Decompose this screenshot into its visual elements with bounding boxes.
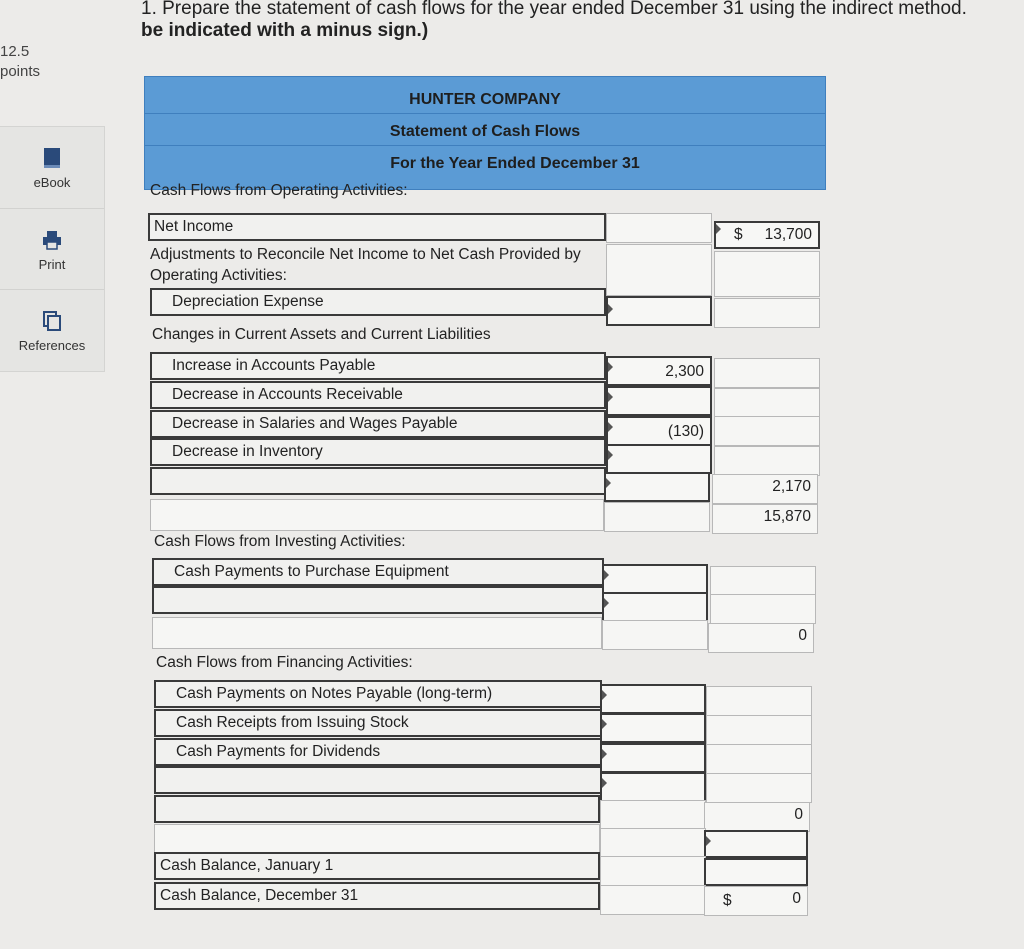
salaries-label: Decrease in Salaries and Wages Payable [172,415,458,432]
dollar-sign: $ [734,226,743,243]
question-text [141,0,1024,42]
sidebar-item-ebook[interactable] [0,127,104,207]
investing-heading: Cash Flows from Investing Activities: [154,533,406,550]
balance-dec-label-field[interactable] [154,882,600,910]
depreciation-label: Depreciation Expense [172,293,324,310]
salaries-col2 [714,416,820,446]
equipment-amount[interactable] [602,564,708,594]
salaries-amount[interactable] [606,416,712,446]
adjustments-heading: Adjustments to Reconcile Net Income to Net Cash Provided by Operating Activities: [150,246,581,284]
company-name: HUNTER COMPANY [409,91,561,108]
question-line-1: 1. Prepare the statement of cash flows for the year ended December 31 using the indirect method. [141,0,967,19]
ar-amount[interactable] [606,386,712,416]
dollar-sign: $ [723,892,732,909]
net-investing-cash [708,623,814,653]
ap-label-field[interactable] [150,352,606,380]
equipment-label-field[interactable] [152,558,604,586]
input-marker [602,690,607,700]
input-marker [608,304,613,314]
blank-operating-amount[interactable] [604,472,710,502]
balance-dec-label: Cash Balance, December 31 [160,887,359,904]
input-marker [716,224,721,234]
net-operating-col1 [604,502,710,532]
book-icon [39,145,65,171]
adjustments-col1 [606,244,712,296]
blank-operating-label-field[interactable] [150,467,606,495]
sidebar [0,126,105,372]
net-income-label-field[interactable] [148,213,606,241]
balance-dec-value: 0 [792,890,801,907]
balance-jan-amount[interactable] [704,858,808,886]
stock-amount[interactable] [600,713,706,743]
sidebar-item-label: eBook [33,175,71,190]
points-indicator [0,42,40,82]
dividends-label: Cash Payments for Dividends [176,743,381,760]
sidebar-item-label: References [18,338,86,353]
points-value: 12.5 [0,43,30,60]
notes-col2 [706,686,812,716]
net-investing-col1 [602,620,708,650]
net-operating-cash [712,504,818,534]
blank-investing-col2 [710,594,816,624]
cash-flow-statement [144,76,826,916]
dividends-label-field[interactable] [154,738,602,766]
net-financing-col1 [600,800,706,830]
input-marker [608,392,613,402]
input-marker [604,570,609,580]
net-financing-cash [704,802,810,832]
ar-label: Decrease in Accounts Receivable [172,386,403,403]
dividends-col2 [706,744,812,774]
statement-title: Statement of Cash Flows [389,123,581,140]
statement-period: For the Year Ended December 31 [390,155,640,172]
sidebar-item-print[interactable] [0,209,104,289]
input-marker [602,778,607,788]
ap-col2 [714,358,820,388]
equipment-label: Cash Payments to Purchase Equipment [174,563,449,580]
net-change-label [154,824,600,854]
input-marker [606,478,611,488]
equipment-col2 [710,566,816,596]
inventory-amount[interactable] [606,444,712,474]
stock-col2 [706,715,812,745]
notes-label: Cash Payments on Notes Payable (long-term) [176,685,493,702]
ar-col2 [714,388,820,418]
net-investing-value: 0 [798,627,807,644]
blank-financing-col2 [706,773,812,803]
net-change-col1 [600,828,706,858]
balance-jan-col1 [600,856,706,886]
inventory-label-field[interactable] [150,438,606,466]
financing-heading: Cash Flows from Financing Activities: [156,654,413,671]
net-income-value: 13,700 [764,226,812,243]
input-marker [608,422,613,432]
input-marker [602,719,607,729]
dividends-amount[interactable] [600,743,706,773]
net-operating-label [150,499,604,531]
printer-icon [39,227,65,253]
stock-label: Cash Receipts from Issuing Stock [176,714,409,731]
references-icon [39,308,65,334]
points-label: points [0,63,41,80]
blank-investing-amount[interactable] [602,592,708,622]
net-financing-value: 0 [794,806,803,823]
ap-label: Increase in Accounts Payable [172,357,376,374]
salaries-value: (130) [667,423,704,440]
stock-label-field[interactable] [154,709,602,737]
input-marker [706,836,711,846]
blank-financing-label-field-2[interactable] [154,795,600,823]
balance-dec-col1 [600,885,706,915]
input-marker [602,749,607,759]
notes-label-field[interactable] [154,680,602,708]
blank-financing-label-field[interactable] [154,766,602,794]
net-income-amount[interactable] [714,221,820,249]
net-investing-label [152,617,602,649]
total-adjustments [712,474,818,504]
net-income-col1[interactable] [606,213,712,243]
operating-heading: Cash Flows from Operating Activities: [150,182,408,199]
input-marker [608,450,613,460]
depreciation-amount[interactable] [606,296,712,326]
net-change-amount[interactable] [704,830,808,858]
net-operating-value: 15,870 [763,508,811,525]
sidebar-item-references[interactable] [0,290,104,370]
notes-amount[interactable] [600,684,706,714]
depreciation-label-field[interactable] [150,288,606,316]
net-income-label: Net Income [154,218,234,235]
sidebar-item-label: Print [38,257,66,272]
total-adjustments-value: 2,170 [772,478,811,495]
input-marker [604,598,609,608]
blank-investing-label-field[interactable] [152,586,604,614]
ar-label-field[interactable] [150,381,606,409]
ap-amount[interactable] [606,356,712,386]
balance-dec-amount [704,886,808,916]
input-marker [608,362,613,372]
statement-header [144,76,826,190]
balance-jan-label: Cash Balance, January 1 [160,857,334,874]
adjustments-col2 [714,251,820,297]
blank-financing-amount[interactable] [600,772,706,802]
question-line-2: be indicated with a minus sign.) [141,20,429,41]
salaries-label-field[interactable] [150,410,606,438]
inventory-label: Decrease in Inventory [172,443,323,460]
ap-value: 2,300 [665,363,704,380]
changes-heading: Changes in Current Assets and Current Liabilities [152,326,491,343]
depreciation-col2 [714,298,820,328]
balance-jan-label-field[interactable] [154,852,600,880]
inventory-col2 [714,446,820,476]
